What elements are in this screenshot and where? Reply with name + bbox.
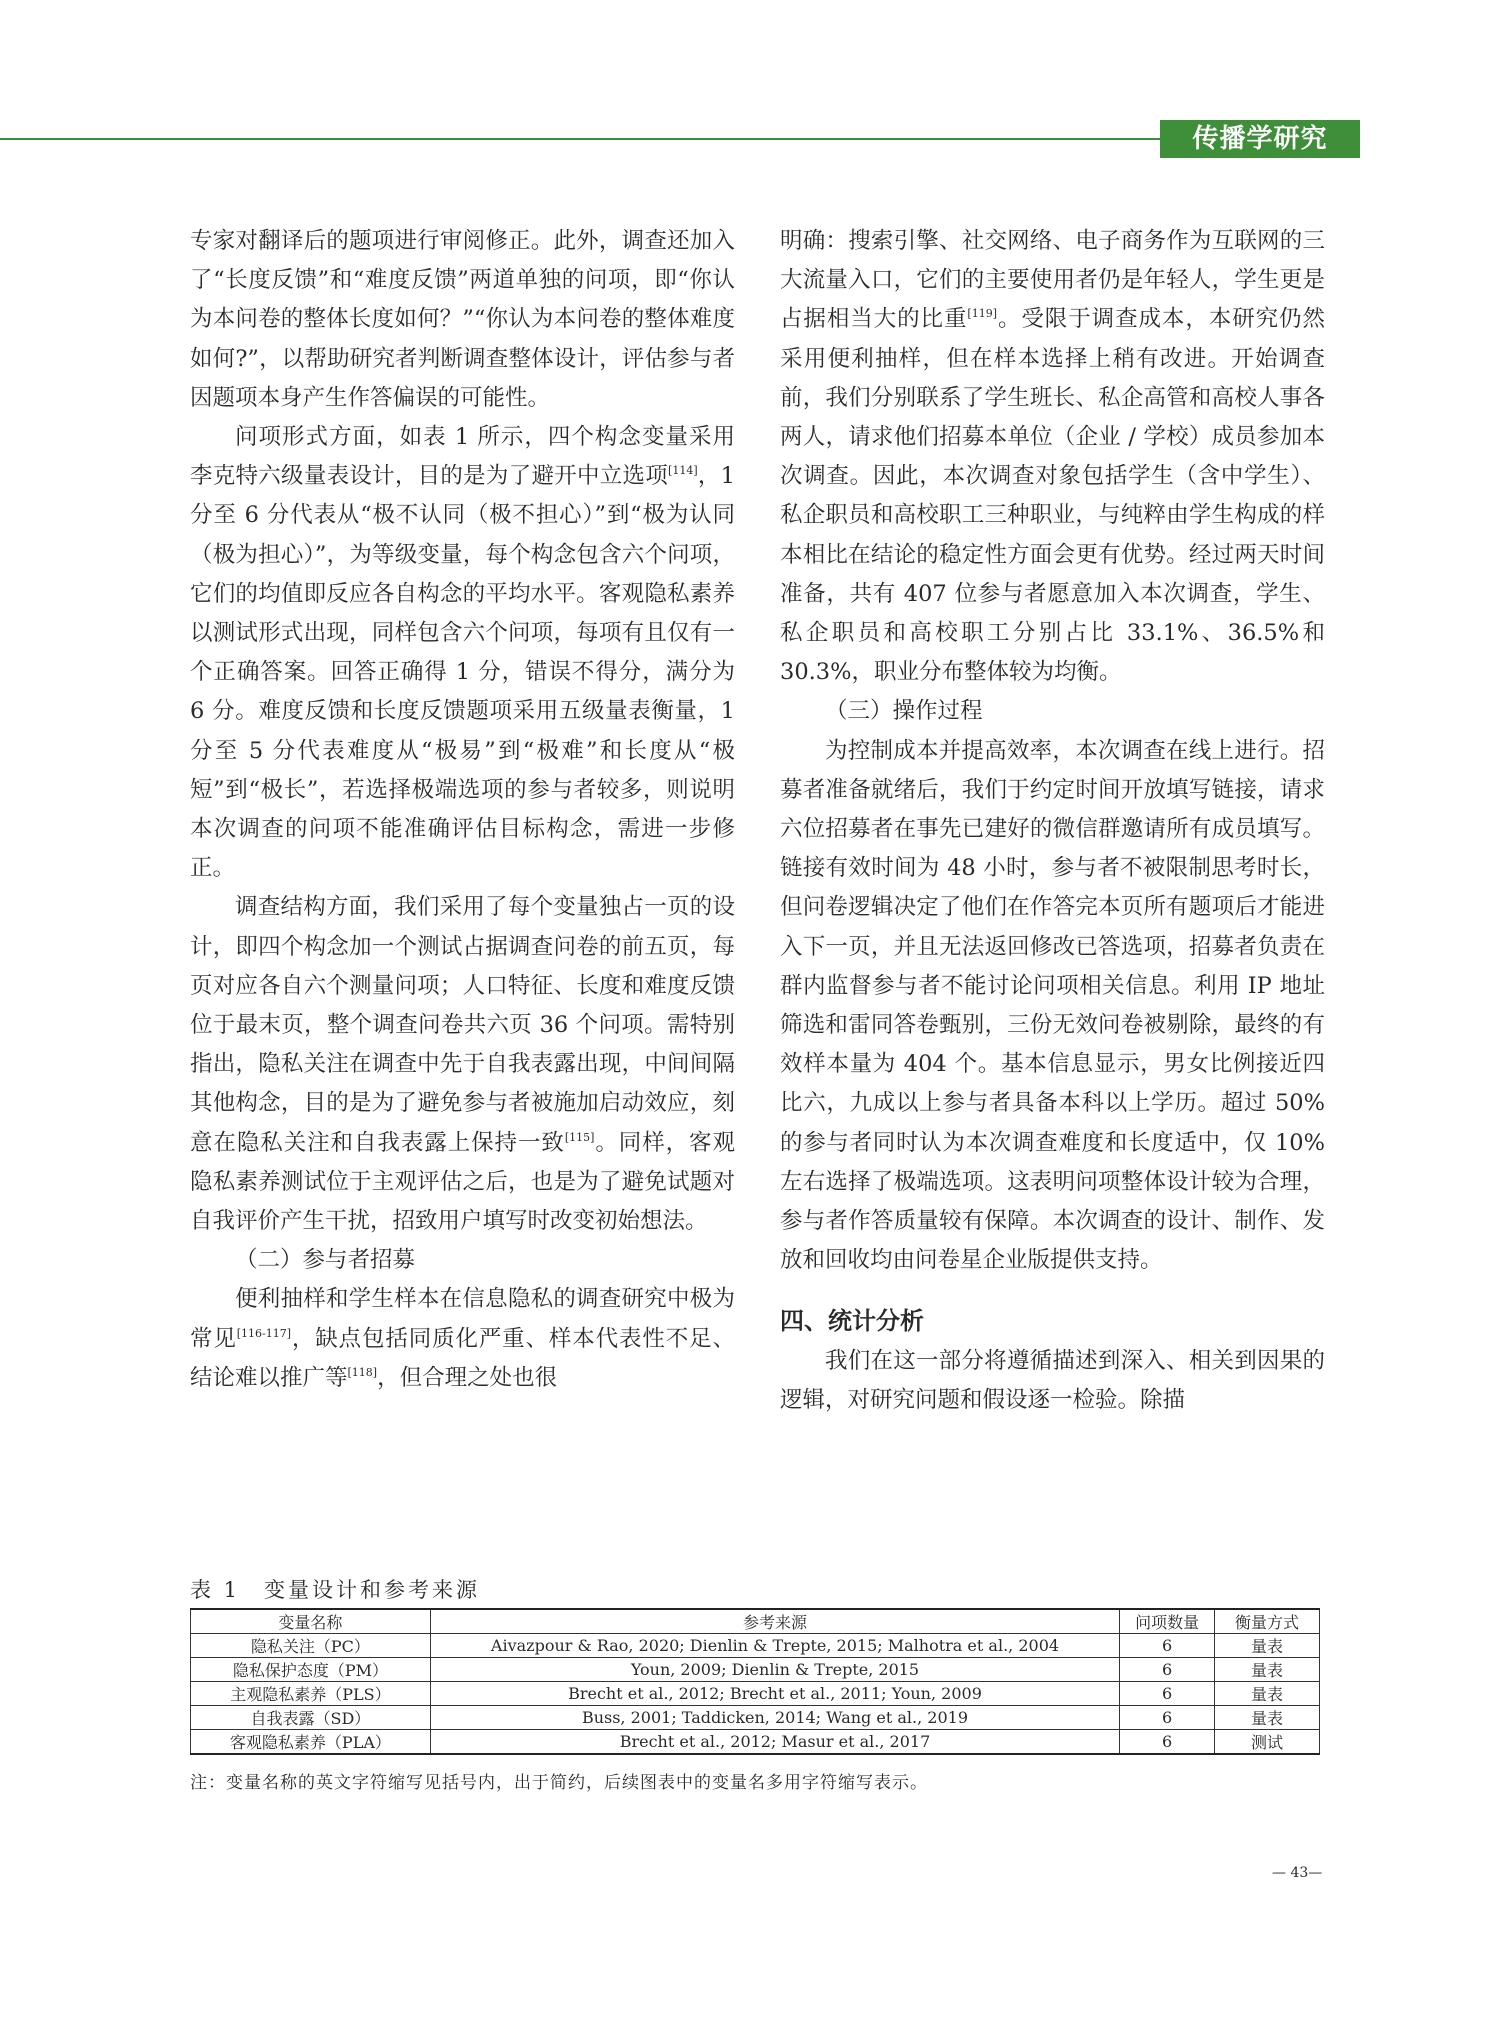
citation-ref: [119] — [967, 307, 998, 321]
table-cell: 6 — [1120, 1706, 1215, 1730]
table-cell: 量表 — [1215, 1706, 1320, 1730]
paragraph: 明确：搜索引擎、社交网络、电子商务作为互联网的三大流量入口，它们的主要使用者仍是年轻人，学生更是占据相当大的比重[119]。受限于调查成本，本研究仍然采用便利抽样，但在样本选择上稍有改进。开始调查前，我们分别联系了学生班长、私企高管和高校人事各两人，请求他们招募本单位（企业 / 学校）成员参加本次调查。因此，本次调查对象包括学生（含中学生）、私企职员和高校职工三种职业，与纯粹由学生构成的样本相比在结论的稳定性方面会更有优势。经过两天时间准备，共有 407 位参与者愿意加入本次调查，学生、私企职员和高校职工分别占比 33.1%、36.5%和 30.3%，职业分布整体较为均衡。 — [780, 228, 1325, 686]
table-cell: Buss, 2001; Taddicken, 2014; Wang et al., 2019 — [430, 1706, 1119, 1730]
table-cell: 6 — [1120, 1658, 1215, 1682]
left-column — [190, 222, 735, 1398]
citation-ref: [115] — [564, 1130, 595, 1144]
table-cell: 量表 — [1215, 1634, 1320, 1658]
table-cell: 测试 — [1215, 1730, 1320, 1755]
table-cell: Brecht et al., 2012; Masur et al., 2017 — [430, 1730, 1119, 1755]
citation-ref: [116-117] — [236, 1326, 292, 1340]
table-cell: Aivazpour & Rao, 2020; Dienlin & Trepte, 2015; Malhotra et al., 2004 — [430, 1634, 1119, 1658]
table-cell: 6 — [1120, 1682, 1215, 1706]
paragraph: 我们在这一部分将遵循描述到深入、相关到因果的逻辑，对研究问题和假设逐一检验。除描 — [780, 1347, 1325, 1413]
table-cell: 6 — [1120, 1730, 1215, 1755]
header-rule — [0, 138, 1165, 140]
table-row — [191, 1730, 1320, 1755]
section-heading: 四、统计分析 — [780, 1307, 924, 1336]
table-row — [191, 1706, 1320, 1730]
paragraph: 专家对翻译后的题项进行审阅修正。此外，调查还加入了“长度反馈”和“难度反馈”两道单独的问项，即“你认为本问卷的整体长度如何？”“你认为本问卷的整体难度如何?”，以帮助研究者判断调查整体设计，评估参与者因题项本身产生作答偏误的可能性。 — [190, 228, 735, 411]
table-caption: 表 1 变量设计和参考来源 — [190, 1578, 481, 1602]
table-cell: 隐私保护态度（PM） — [191, 1658, 431, 1682]
table-note: 注：变量名称的英文字符缩写见括号内，出于简约，后续图表中的变量名多用字符缩写表示。 — [190, 1773, 928, 1793]
table-header-row — [191, 1609, 1320, 1634]
table-cell: 自我表露（SD） — [191, 1706, 431, 1730]
paragraph: 为控制成本并提高效率，本次调查在线上进行。招募者准备就绪后，我们于约定时间开放填写链接，请求六位招募者在事先已建好的微信群邀请所有成员填写。链接有效时间为 48 小时，参与者不被限制思考时长，但问卷逻辑决定了他们在作答完本页所有题项后才能进入下一页，并且无法返回修改已答选项，招募者负责在群内监督参与者不能讨论问项相关信息。利用 IP 地址筛选和雷同答卷甄别，三份无效问卷被剔除，最终的有效样本量为 404 个。基本信息显示，男女比例接近四比六，九成以上参与者具备本科以上学历。超过 50%的参与者同时认为本次调查难度和长度适中，仅 10%左右选择了极端选项。这表明问项整体设计较为合理，参与者作答质量较有保障。本次调查的设计、制作、发放和回收均由问卷星企业版提供支持。 — [780, 737, 1325, 1274]
table-cell: 6 — [1120, 1634, 1215, 1658]
variables-table — [190, 1608, 1320, 1755]
column-header: 问项数量 — [1120, 1609, 1215, 1634]
paragraph: 问项形式方面，如表 1 所示，四个构念变量采用李克特六级量表设计，目的是为了避开中立选项[114]，1 分至 6 分代表从“极不认同（极不担心）”到“极为认同（极为担心）”，为等级变量，每个构念包含六个问项，它们的均值即反应各自构念的平均水平。客观隐私素养以测试形式出现，同样包含六个问项，每项有且仅有一个正确答案。回答正确得 1 分，错误不得分，满分为 6 分。难度反馈和长度反馈题项采用五级量表衡量，1 分至 5 分代表难度从“极易”到“极难”和长度从“极短”到“极长”，若选择极端选项的参与者较多，则说明本次调查的问项不能准确评估目标构念，需进一步修正。 — [190, 424, 735, 882]
table-cell: Youn, 2009; Dienlin & Trepte, 2015 — [430, 1658, 1119, 1682]
table-cell: 量表 — [1215, 1658, 1320, 1682]
table-row — [191, 1682, 1320, 1706]
table-cell: Brecht et al., 2012; Brecht et al., 2011; Youn, 2009 — [430, 1682, 1119, 1706]
table-row — [191, 1634, 1320, 1658]
citation-ref: [118] — [347, 1365, 378, 1379]
paragraph: 调查结构方面，我们采用了每个变量独占一页的设计，即四个构念加一个测试占据调查问卷的前五页，每页对应各自六个测量问项；人口特征、长度和难度反馈位于最末页，整个调查问卷共六页 36 个问项。需特别指出，隐私关注在调查中先于自我表露出现，中间间隔其他构念，目的是为了避免参与者被施加启动效应，刻意在隐私关注和自我表露上保持一致[115]。同样，客观隐私素养测试位于主观评估之后，也是为了避免试题对自我评价产生干扰，招致用户填写时改变初始想法。 — [190, 894, 735, 1235]
table-cell: 主观隐私素养（PLS） — [191, 1682, 431, 1706]
table-row — [191, 1658, 1320, 1682]
right-column — [780, 222, 1325, 1420]
paragraph: 便利抽样和学生样本在信息隐私的调查研究中极为常见[116-117]，缺点包括同质化严重、样本代表性不足、结论难以推广等[118]，但合理之处也很 — [190, 1286, 735, 1391]
subsection-heading: （二）参与者招募 — [235, 1247, 416, 1274]
table-cell: 客观隐私素养（PLA） — [191, 1730, 431, 1755]
subsection-heading: （三）操作过程 — [825, 698, 983, 725]
table-cell: 隐私关注（PC） — [191, 1634, 431, 1658]
page-number: — 43— — [1272, 1865, 1323, 1881]
citation-ref: [114] — [668, 464, 698, 478]
column-header: 衡量方式 — [1215, 1609, 1320, 1634]
table-cell: 量表 — [1215, 1682, 1320, 1706]
column-header: 参考来源 — [430, 1609, 1119, 1634]
column-header: 变量名称 — [191, 1609, 431, 1634]
journal-section-label: 传播学研究 — [1160, 120, 1360, 158]
